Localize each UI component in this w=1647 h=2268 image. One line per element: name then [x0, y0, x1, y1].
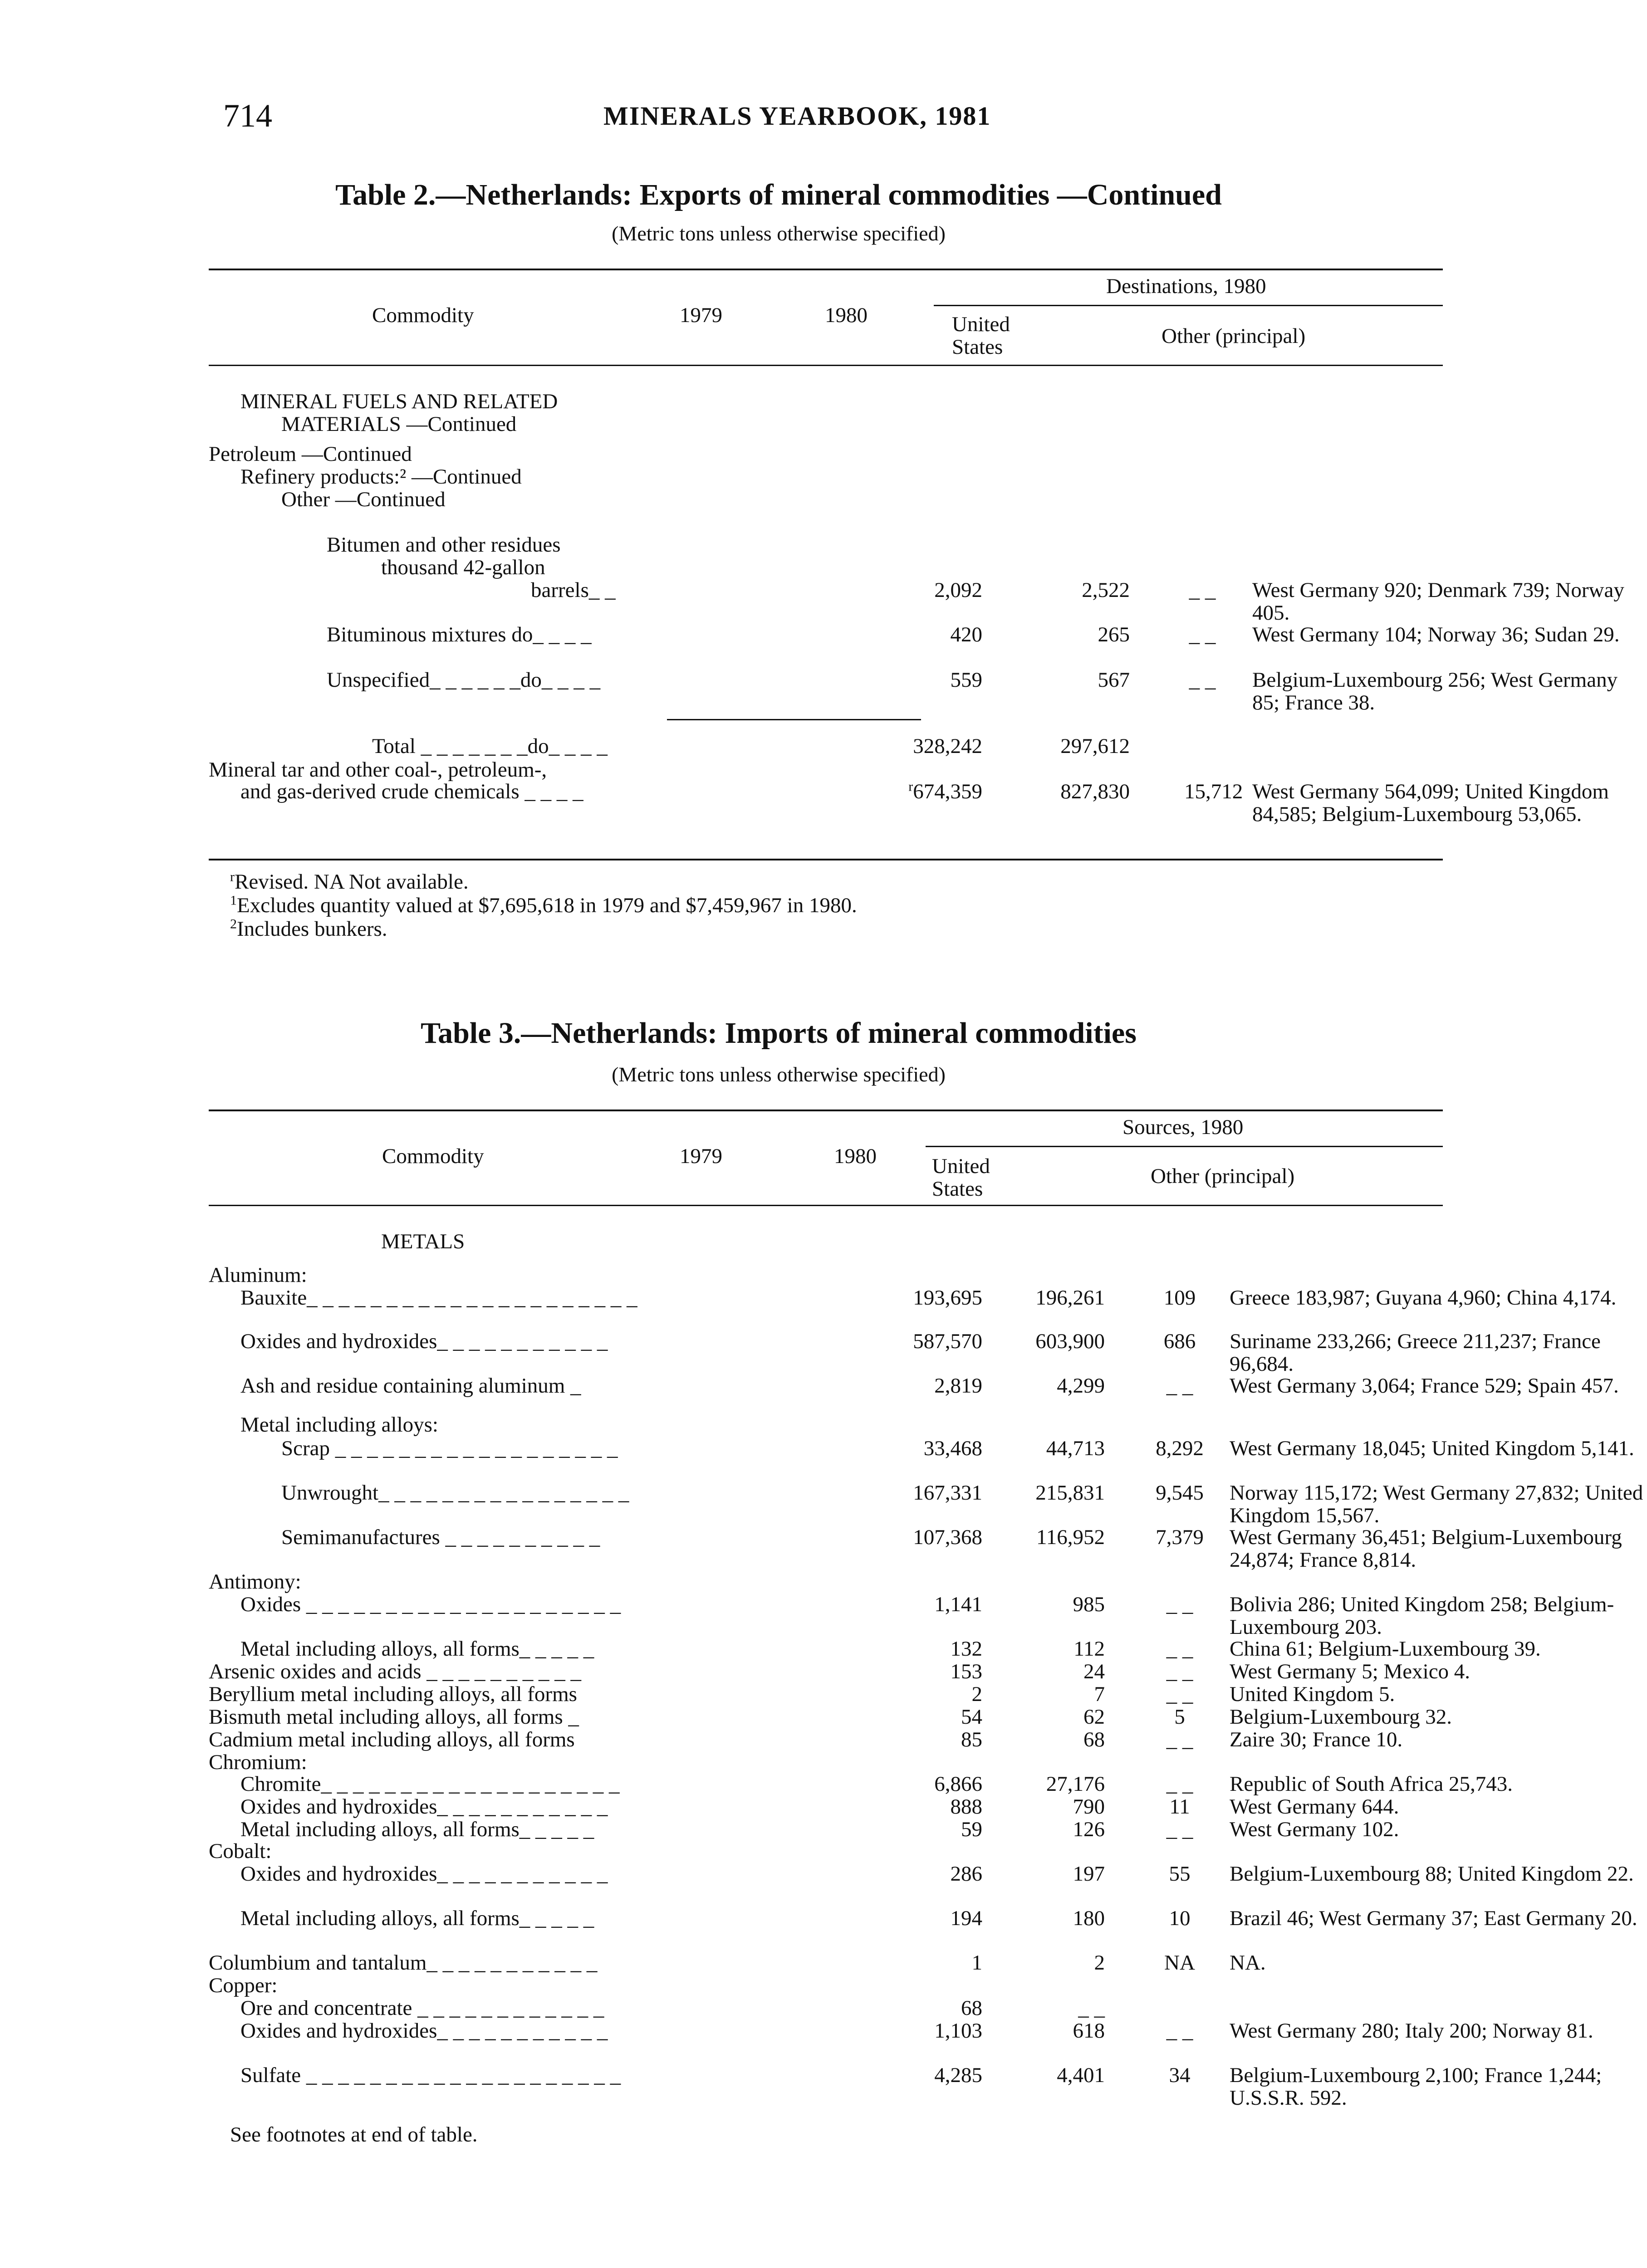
t2-commodity-cell: MATERIALS —Continued [281, 412, 517, 436]
t2-1979-cell: 420 [950, 623, 982, 646]
table2-header-commodity: Commodity [372, 303, 474, 327]
table2-header-us-line2: States [952, 335, 1003, 359]
t3-1979-cell: 2 [971, 1682, 982, 1706]
t3-other-cell: United Kingdom 5. [1230, 1682, 1395, 1706]
table3-header-commodity: Commodity [382, 1144, 484, 1168]
table2-subtitle: (Metric tons unless otherwise specified) [612, 222, 946, 245]
table2-title: Table 2.—Netherlands: Exports of mineral commodities —Continued [335, 178, 1222, 211]
t3-us-cell: _ _ [1166, 1637, 1193, 1661]
t2-commodity-cell: Total _ _ _ _ _ _ _do_ _ _ _ [372, 734, 608, 758]
t3-1979-cell: 4,285 [934, 2063, 982, 2087]
footnote-2: $^2$Includes bunkers. [230, 916, 387, 941]
t3-commodity-cell: METALS [381, 1230, 465, 1253]
t3-1980-cell: 197 [1073, 1862, 1105, 1886]
t2-other-cell: West Germany 920; Denmark 739; Norway 405. [1252, 578, 1624, 625]
t3-commodity-cell: Ore and concentrate _ _ _ _ _ _ _ _ _ _ _ _ [240, 1996, 604, 2020]
t2-commodity-cell: thousand 42-gallon [381, 556, 545, 579]
t3-1979-cell: 167,331 [913, 1481, 982, 1505]
table2-header-other: Other (principal) [1162, 324, 1306, 348]
t3-1979-cell: 587,570 [913, 1330, 982, 1353]
t3-commodity-cell: Oxides and hydroxides_ _ _ _ _ _ _ _ _ _ _ [240, 1862, 608, 1886]
t3-other-cell: Belgium-Luxembourg 32. [1230, 1705, 1452, 1729]
t3-1980-cell: 985 [1073, 1593, 1105, 1616]
t2-1979-cell: 328,242 [913, 734, 982, 758]
t3-1980-cell: 4,299 [1057, 1374, 1105, 1398]
t3-other-cell: Republic of South Africa 25,743. [1230, 1772, 1513, 1796]
t2-commodity-cell: Bituminous mixtures do_ _ _ _ [327, 623, 592, 646]
t3-commodity-cell: Metal including alloys: [240, 1413, 438, 1437]
t3-1979-cell: 59 [961, 1818, 982, 1841]
t3-1980-cell: 4,401 [1057, 2063, 1105, 2087]
t3-1980-cell: _ _ [1078, 1996, 1105, 2020]
footnote-1: $^1$Excludes quantity valued at $7,695,618 in 1979 and $7,459,967 in 1980. [230, 893, 857, 917]
t3-1979-cell: 132 [950, 1637, 982, 1661]
t3-1980-cell: 2 [1094, 1951, 1105, 1975]
t3-commodity-cell: Bauxite_ _ _ _ _ _ _ _ _ _ _ _ _ _ _ _ _ _ _ _ _ [240, 1286, 637, 1310]
t3-1980-cell: 215,831 [1035, 1481, 1105, 1505]
t3-us-cell: 8,292 [1156, 1437, 1204, 1460]
t3-1980-cell: 44,713 [1046, 1437, 1105, 1460]
t2-us-cell: _ _ [1189, 623, 1216, 646]
t3-other-cell: Belgium-Luxembourg 88; United Kingdom 22. [1230, 1862, 1634, 1886]
t3-1979-cell: 193,695 [913, 1286, 982, 1310]
t3-1980-cell: 196,261 [1035, 1286, 1105, 1310]
t3-us-cell: 10 [1169, 1906, 1191, 1930]
t2-other-cell: West Germany 564,099; United Kingdom 84,585; Belgium-Luxembourg 53,065. [1252, 780, 1609, 826]
t3-commodity-cell: Metal including alloys, all forms_ _ _ _ _ [240, 1818, 594, 1841]
t3-us-cell: _ _ [1166, 1772, 1193, 1796]
t3-commodity-cell: Bismuth metal including alloys, all forms _ [209, 1705, 579, 1729]
t3-1979-cell: 1 [971, 1951, 982, 1975]
table3-header-1979: 1979 [680, 1144, 722, 1168]
table3-subtitle: (Metric tons unless otherwise specified) [612, 1063, 946, 1086]
t3-1980-cell: 126 [1073, 1818, 1105, 1841]
t3-1980-cell: 27,176 [1046, 1772, 1105, 1796]
t3-1979-cell: 1,141 [934, 1593, 982, 1616]
running-head: MINERALS YEARBOOK, 1981 [603, 101, 991, 131]
t3-other-cell: West Germany 36,451; Belgium-Luxembourg 24,874; France 8,814. [1230, 1525, 1622, 1572]
t3-other-cell: Bolivia 286; United Kingdom 258; Belgium-Luxembourg 203. [1230, 1593, 1614, 1639]
t2-1979-cell: $^r$674,359 [908, 779, 982, 803]
t2-1979-cell: 559 [950, 668, 982, 692]
t3-us-cell: _ _ [1166, 1682, 1193, 1706]
t3-commodity-cell: Beryllium metal including alloys, all forms [209, 1682, 577, 1706]
t3-other-cell: West Germany 280; Italy 200; Norway 81. [1230, 2019, 1593, 2043]
t2-commodity-cell: Petroleum —Continued [209, 442, 412, 466]
t3-other-cell: China 61; Belgium-Luxembourg 39. [1230, 1637, 1541, 1661]
t3-us-cell: _ _ [1166, 1660, 1193, 1683]
t3-1979-cell: 286 [950, 1862, 982, 1886]
t3-other-cell: Suriname 233,266; Greece 211,237; France 96,684. [1230, 1330, 1601, 1376]
t3-us-cell: 686 [1163, 1330, 1196, 1353]
t3-us-cell: 55 [1169, 1862, 1191, 1886]
t3-us-cell: 9,545 [1156, 1481, 1204, 1505]
t2-us-cell: _ _ [1189, 668, 1216, 692]
t3-commodity-cell: Antimony: [209, 1570, 301, 1593]
table3-header-sources: Sources, 1980 [1123, 1115, 1244, 1139]
t3-other-cell: Greece 183,987; Guyana 4,960; China 4,174. [1230, 1286, 1617, 1310]
t2-commodity-cell: Mineral tar and other coal-, petroleum-, [209, 758, 547, 782]
t3-1979-cell: 888 [950, 1795, 982, 1818]
t3-us-cell: _ _ [1166, 1593, 1193, 1616]
t3-commodity-cell: Ash and residue containing aluminum _ [240, 1374, 581, 1398]
t3-other-cell: West Germany 5; Mexico 4. [1230, 1660, 1471, 1683]
t3-commodity-cell: Chromium: [209, 1750, 307, 1774]
t2-1980-cell: 567 [1098, 668, 1130, 692]
t3-us-cell: 5 [1174, 1705, 1185, 1729]
t3-commodity-cell: Oxides and hydroxides_ _ _ _ _ _ _ _ _ _ _ [240, 1330, 608, 1353]
t3-1979-cell: 153 [950, 1660, 982, 1683]
t3-other-cell: West Germany 18,045; United Kingdom 5,141. [1230, 1437, 1634, 1460]
t2-other-cell: West Germany 104; Norway 36; Sudan 29. [1252, 623, 1620, 646]
t3-1980-cell: 603,900 [1035, 1330, 1105, 1353]
t3-us-cell: 11 [1169, 1795, 1190, 1818]
t2-1980-cell: 2,522 [1082, 578, 1130, 602]
t3-1979-cell: 68 [961, 1996, 982, 2020]
t3-other-cell: NA. [1230, 1951, 1266, 1975]
t3-1980-cell: 68 [1083, 1728, 1105, 1751]
t3-commodity-cell: Aluminum: [209, 1263, 307, 1287]
table3-header-us-line1: United [932, 1154, 990, 1178]
t3-1980-cell: 24 [1083, 1660, 1105, 1683]
t3-commodity-cell: Metal including alloys, all forms_ _ _ _ _ [240, 1637, 594, 1661]
t2-us-cell: _ _ [1189, 578, 1216, 602]
t3-1979-cell: 107,368 [913, 1525, 982, 1549]
t3-1980-cell: 116,952 [1036, 1525, 1105, 1549]
t3-other-cell: Brazil 46; West Germany 37; East Germany 20. [1230, 1906, 1637, 1930]
t3-1980-cell: 112 [1073, 1637, 1105, 1661]
t3-other-cell: Norway 115,172; West Germany 27,832; United Kingdom 15,567. [1230, 1481, 1643, 1527]
t3-commodity-cell: Unwrought_ _ _ _ _ _ _ _ _ _ _ _ _ _ _ _ [281, 1481, 629, 1505]
t2-1980-cell: 297,612 [1060, 734, 1130, 758]
t3-commodity-cell: Cobalt: [209, 1839, 272, 1863]
t2-commodity-cell: barrels_ _ [531, 578, 616, 602]
t3-commodity-cell: Oxides _ _ _ _ _ _ _ _ _ _ _ _ _ _ _ _ _ _ _ _ [240, 1593, 621, 1616]
t3-commodity-cell: Chromite_ _ _ _ _ _ _ _ _ _ _ _ _ _ _ _ _ _ _ [240, 1772, 620, 1796]
t2-1980-cell: 265 [1098, 623, 1130, 646]
table2-header-1979: 1979 [680, 303, 722, 327]
t3-us-cell: 34 [1169, 2063, 1191, 2087]
t3-us-cell: 109 [1163, 1286, 1196, 1310]
t3-commodity-cell: Oxides and hydroxides_ _ _ _ _ _ _ _ _ _ _ [240, 1795, 608, 1818]
t3-commodity-cell: Columbium and tantalum_ _ _ _ _ _ _ _ _ _ _ [209, 1951, 598, 1975]
t3-commodity-cell: Semimanufactures _ _ _ _ _ _ _ _ _ _ [281, 1525, 600, 1549]
t2-1979-cell: 2,092 [934, 578, 982, 602]
t3-other-cell: West Germany 3,064; France 529; Spain 457. [1230, 1374, 1619, 1398]
t3-commodity-cell: Arsenic oxides and acids _ _ _ _ _ _ _ _ _ _ [209, 1660, 582, 1683]
t2-commodity-cell: and gas-derived crude chemicals _ _ _ _ [240, 780, 583, 803]
t3-us-cell: NA [1164, 1951, 1195, 1975]
table2-header-destinations: Destinations, 1980 [1106, 274, 1266, 298]
footnote-revised: $^r$Revised. NA Not available. [230, 869, 469, 894]
t3-us-cell: _ _ [1166, 2019, 1193, 2043]
t3-1980-cell: 7 [1094, 1682, 1105, 1706]
t2-1980-cell: 827,830 [1060, 780, 1130, 803]
t3-other-cell: West Germany 644. [1230, 1795, 1399, 1818]
t3-1979-cell: 85 [961, 1728, 982, 1751]
t3-1980-cell: 618 [1073, 2019, 1105, 2043]
t3-1979-cell: 33,468 [923, 1437, 982, 1460]
table3-title: Table 3.—Netherlands: Imports of mineral commodities [421, 1017, 1137, 1050]
table3-footnote-text: See footnotes at end of table. [230, 2123, 478, 2146]
t2-other-cell: Belgium-Luxembourg 256; West Germany 85; France 38. [1252, 668, 1618, 714]
t3-1979-cell: 1,103 [934, 2019, 982, 2043]
table2-header-us-line1: United [952, 313, 1010, 336]
t3-other-cell: West Germany 102. [1230, 1818, 1399, 1841]
t3-us-cell: _ _ [1166, 1728, 1193, 1751]
t3-commodity-cell: Sulfate _ _ _ _ _ _ _ _ _ _ _ _ _ _ _ _ _ _ _ _ [240, 2063, 621, 2087]
t2-commodity-cell: Refinery products:² —Continued [240, 465, 522, 489]
t3-1979-cell: 54 [961, 1705, 982, 1729]
t3-us-cell: _ _ [1166, 1818, 1193, 1841]
t3-commodity-cell: Copper: [209, 1974, 278, 1997]
table3-header-other: Other (principal) [1151, 1164, 1295, 1188]
t3-1980-cell: 180 [1073, 1906, 1105, 1930]
t3-other-cell: Zaire 30; France 10. [1230, 1728, 1403, 1751]
t2-commodity-cell: Other —Continued [281, 488, 446, 511]
t3-commodity-cell: Metal including alloys, all forms_ _ _ _ _ [240, 1906, 594, 1930]
t2-commodity-cell: Bitumen and other residues [327, 533, 561, 557]
table3-footnote [230, 2123, 478, 2146]
t2-us-cell: 15,712 [1184, 780, 1243, 803]
t3-commodity-cell: Cadmium metal including alloys, all forms [209, 1728, 575, 1751]
t3-1979-cell: 194 [950, 1906, 982, 1930]
t3-commodity-cell: Scrap _ _ _ _ _ _ _ _ _ _ _ _ _ _ _ _ _ _ [281, 1437, 618, 1460]
t3-us-cell: _ _ [1166, 1374, 1193, 1398]
t2-commodity-cell: MINERAL FUELS AND RELATED [240, 390, 558, 413]
t3-other-cell: Belgium-Luxembourg 2,100; France 1,244; U.S.S.R. 592. [1230, 2063, 1602, 2110]
table2-header-1980: 1980 [825, 303, 868, 327]
t2-commodity-cell: Unspecified_ _ _ _ _ _do_ _ _ _ [327, 668, 601, 692]
t3-1979-cell: 2,819 [934, 1374, 982, 1398]
t3-commodity-cell: Oxides and hydroxides_ _ _ _ _ _ _ _ _ _ _ [240, 2019, 608, 2043]
t3-us-cell: 7,379 [1156, 1525, 1204, 1549]
table3-header-1980: 1980 [834, 1144, 877, 1168]
table3-header-us-line2: States [932, 1177, 983, 1201]
t3-1980-cell: 62 [1083, 1705, 1105, 1729]
page-number: 714 [223, 98, 272, 134]
t3-1979-cell: 6,866 [934, 1772, 982, 1796]
table3-body [209, 0, 1643, 2268]
t3-1980-cell: 790 [1073, 1795, 1105, 1818]
